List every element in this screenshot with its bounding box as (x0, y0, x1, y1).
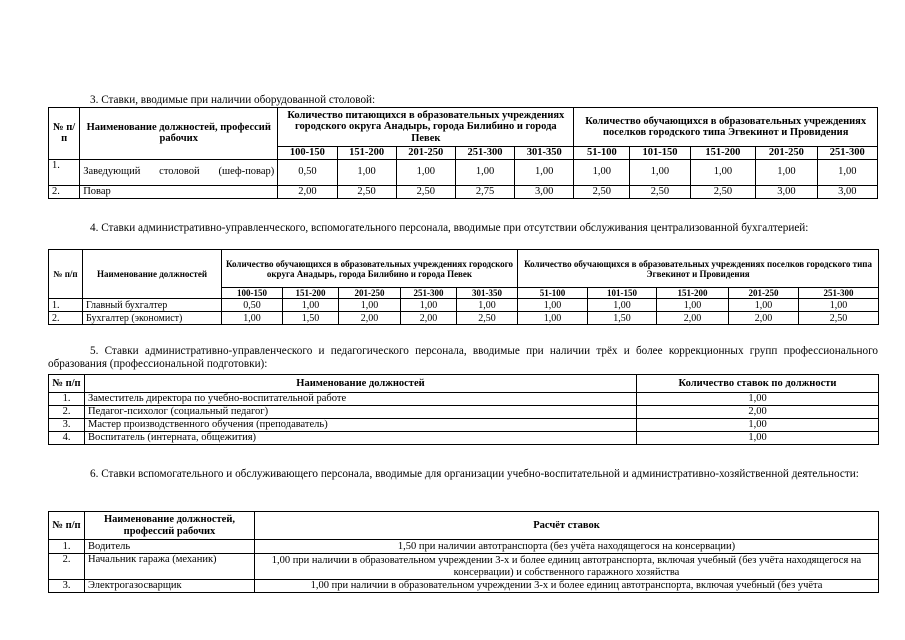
count-cell: 1,00 (637, 419, 879, 432)
section-6-heading: 6. Ставки вспомогательного и обслуживающего персонала, вводимые для организации учебно-воспитательной и административно-хозяйственной деятельности: (90, 468, 859, 480)
value-cell: 1,00 (690, 159, 756, 185)
range-header: 100-150 (278, 147, 337, 160)
value-cell: 1,00 (396, 159, 455, 185)
value-cell: 1,50 (588, 312, 657, 325)
calc-cell: 1,50 при наличии автотранспорта (без учёта находящегося на консервации) (255, 540, 879, 554)
range-header: 251-300 (401, 288, 457, 299)
range-header: 151-200 (690, 147, 756, 160)
range-header: 51-100 (574, 147, 630, 160)
range-header: 251-300 (817, 147, 877, 160)
row-num: 4. (49, 432, 85, 445)
col-header-name: Наименование должностей, профессий рабочих (85, 512, 255, 540)
value-cell: 2,50 (630, 185, 690, 198)
value-cell: 1,00 (339, 299, 401, 312)
group-header-2: Количество обучающихся в образовательных учреждениях поселков городского типа Эгвекинот и Провидения (574, 108, 878, 147)
value-cell: 2,00 (401, 312, 457, 325)
value-cell: 1,00 (657, 299, 729, 312)
row-name: Начальник гаража (механик) (85, 554, 255, 580)
range-header: 151-200 (283, 288, 339, 299)
range-header: 301-350 (457, 288, 518, 299)
range-header: 251-300 (799, 288, 879, 299)
col-header-calc: Расчёт ставок (255, 512, 879, 540)
row-name: Заместитель директора по учебно-воспитательной работе (85, 393, 637, 406)
col-header-name: Наименование должностей (83, 250, 222, 299)
value-cell: 3,00 (515, 185, 574, 198)
row-name: Заведующий столовой (шеф-повар) (80, 159, 278, 185)
value-cell: 1,00 (455, 159, 514, 185)
table-row (49, 393, 879, 406)
value-cell: 2,50 (574, 185, 630, 198)
group-header-2: Количество обучающихся в образовательных учреждениях поселков городского типа Эгвекинот и Провидения (518, 250, 879, 288)
value-cell: 2,00 (729, 312, 799, 325)
table-row (49, 580, 879, 593)
table-row (49, 185, 878, 198)
col-header-name: Наименование должностей (85, 375, 637, 393)
value-cell: 1,00 (515, 159, 574, 185)
range-header: 301-350 (515, 147, 574, 160)
col-header-num: № п/п (49, 108, 80, 160)
col-header-name: Наименование должностей, профессий рабочих (80, 108, 278, 160)
row-name: Бухгалтер (экономист) (83, 312, 222, 325)
col-header-num: № п/п (49, 512, 85, 540)
value-cell: 2,00 (339, 312, 401, 325)
range-header: 101-150 (630, 147, 690, 160)
value-cell: 1,00 (817, 159, 877, 185)
section-4-heading: 4. Ставки административно-управленческого, вспомогательного персонала, вводимые при отсутствии обслуживания централизованной бухгалтерией: (90, 222, 809, 234)
value-cell: 1,00 (222, 312, 283, 325)
row-name: Главный бухгалтер (83, 299, 222, 312)
row-num: 2. (49, 554, 85, 580)
group-header-1: Количество питающихся в образовательных учреждениях городского округа Анадырь, города Билибино и города Певек (278, 108, 574, 147)
value-cell: 1,00 (574, 159, 630, 185)
table-row (49, 540, 879, 554)
value-cell: 1,50 (283, 312, 339, 325)
value-cell: 2,00 (278, 185, 337, 198)
value-cell: 2,50 (396, 185, 455, 198)
row-name: Повар (80, 185, 278, 198)
value-cell: 0,50 (278, 159, 337, 185)
col-header-count: Количество ставок по должности (637, 375, 879, 393)
value-cell: 2,50 (457, 312, 518, 325)
table-row (49, 554, 879, 580)
row-num: 1. (49, 299, 83, 312)
row-name: Воспитатель (интерната, общежития) (85, 432, 637, 445)
range-header: 201-250 (756, 147, 817, 160)
value-cell: 1,00 (518, 299, 588, 312)
value-cell: 1,00 (457, 299, 518, 312)
value-cell: 1,00 (518, 312, 588, 325)
value-cell: 1,00 (337, 159, 396, 185)
row-name: Водитель (85, 540, 255, 554)
calc-cell: 1,00 при наличии в образовательном учреждении 3-х и более единиц автотранспорта, включая учебный (без учёта находящегося на консервации) и собственного гаражного хозяйства (255, 554, 879, 580)
table-row (49, 419, 879, 432)
range-header: 201-250 (729, 288, 799, 299)
row-num: 1. (49, 540, 85, 554)
range-header: 100-150 (222, 288, 283, 299)
value-cell: 1,00 (729, 299, 799, 312)
value-cell: 1,00 (799, 299, 879, 312)
value-cell: 1,00 (630, 159, 690, 185)
value-cell: 2,50 (799, 312, 879, 325)
value-cell: 2,00 (657, 312, 729, 325)
section-5-heading: 5. Ставки административно-управленческого и педагогического персонала, вводимые при наличии трёх и более коррекционных групп профессионального образования (профессиональной подготовки): (48, 345, 878, 370)
section-3-heading: 3. Ставки, вводимые при наличии оборудованной столовой: (90, 94, 376, 106)
row-num: 2. (49, 185, 80, 198)
value-cell: 2,50 (337, 185, 396, 198)
range-header: 101-150 (588, 288, 657, 299)
value-cell: 0,50 (222, 299, 283, 312)
count-cell: 1,00 (637, 432, 879, 445)
range-header: 251-300 (455, 147, 514, 160)
group-header-1: Количество обучающихся в образовательных учреждениях городского округа Анадырь, города Билибино и города Певек (222, 250, 518, 288)
row-name: Педагог-психолог (социальный педагог) (85, 406, 637, 419)
section-6-table (48, 511, 879, 593)
range-header: 201-250 (396, 147, 455, 160)
section-4-table (48, 249, 879, 325)
value-cell: 2,50 (690, 185, 756, 198)
section-5-table (48, 374, 879, 445)
range-header: 151-200 (657, 288, 729, 299)
value-cell: 3,00 (817, 185, 877, 198)
row-name: Электрогазосварщик (85, 580, 255, 593)
table-row (49, 299, 879, 312)
value-cell: 1,00 (588, 299, 657, 312)
calc-cell: 1,00 при наличии в образовательном учреждении 3-х и более единиц автотранспорта, включая учебный (без учёта (255, 580, 879, 593)
col-header-num: № п/п (49, 375, 85, 393)
col-header-num: № п/п (49, 250, 83, 299)
table-row (49, 159, 878, 185)
table-row (49, 312, 879, 325)
value-cell: 1,00 (401, 299, 457, 312)
count-cell: 1,00 (637, 393, 879, 406)
count-cell: 2,00 (637, 406, 879, 419)
row-num: 2. (49, 312, 83, 325)
value-cell: 1,00 (756, 159, 817, 185)
row-num: 3. (49, 580, 85, 593)
section-3-table (48, 107, 878, 199)
row-name: Мастер производственного обучения (преподаватель) (85, 419, 637, 432)
range-header: 201-250 (339, 288, 401, 299)
value-cell: 1,00 (283, 299, 339, 312)
range-header: 51-100 (518, 288, 588, 299)
table-row (49, 432, 879, 445)
row-num: 2. (49, 406, 85, 419)
row-num: 3. (49, 419, 85, 432)
value-cell: 3,00 (756, 185, 817, 198)
value-cell: 2,75 (455, 185, 514, 198)
range-header: 151-200 (337, 147, 396, 160)
row-num: 1. (49, 393, 85, 406)
row-num: 1. (49, 159, 80, 185)
table-row (49, 406, 879, 419)
